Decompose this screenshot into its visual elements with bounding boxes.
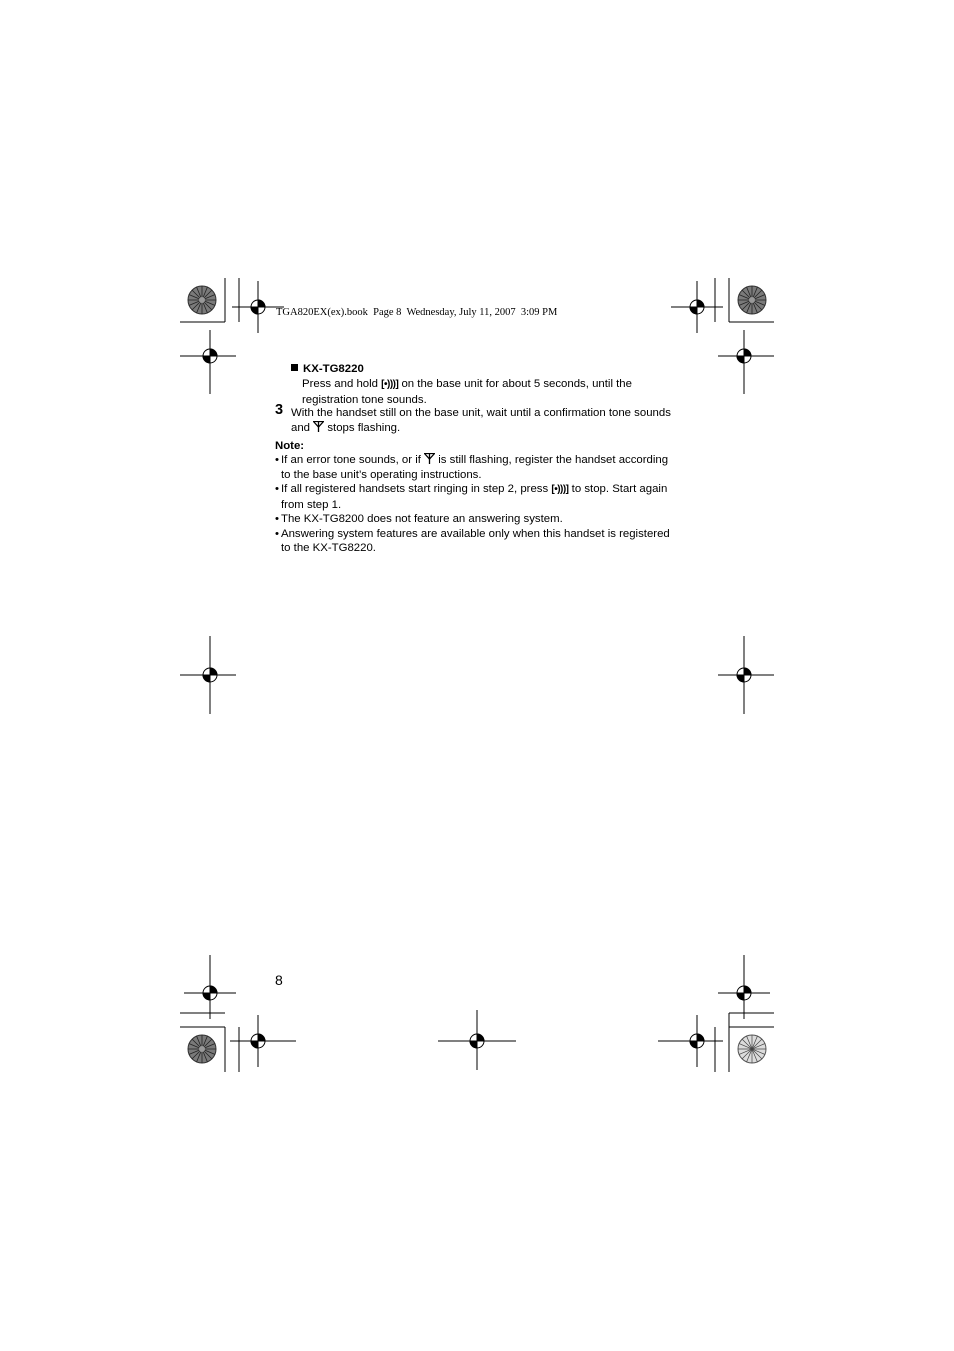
page-number: 8 [275,972,283,988]
instruction-text: Press and hold [302,378,382,390]
step-text-line: With the handset still on the base unit, wait until a confirmation tone sounds [291,407,671,419]
note-text: to stop. Start again [568,483,668,495]
color-wheel-icon [188,286,216,314]
note-text: The KX-TG8200 does not feature an answering system. [281,513,563,525]
note-text: from step 1. [281,498,342,511]
note-item [275,482,685,512]
note-item [275,512,685,527]
bullet: • [275,483,279,495]
intercom-key-icon: [•)))] [381,379,399,390]
color-wheel-icon [738,286,766,314]
note-text: If an error tone sounds, or if [281,454,425,466]
step-text-line: and [291,421,314,434]
bullet: • [275,527,279,540]
antenna-icon [424,453,435,464]
color-wheel-icon [188,1035,216,1063]
square-bullet-icon [291,364,298,371]
section-heading [291,362,364,377]
note-text: If all registered handsets start ringing in step 2, press [281,483,552,495]
bullet: • [275,513,279,525]
note-text: to the KX-TG8220. [281,542,376,554]
note-item [275,453,685,482]
intercom-key-icon: [•)))] [551,484,569,495]
note-list [275,453,685,556]
note-text: Answering system features are available only when this handset is registered [281,527,670,540]
instruction-text: on the base unit for about 5 seconds, until the [398,378,632,390]
color-wheel-icon [738,1035,766,1063]
instruction-text: registration tone sounds. [302,393,427,406]
step-number: 3 [275,402,284,418]
step-text [291,406,686,435]
section-instruction [302,377,687,407]
note-text: is still flashing, register the handset according [435,454,669,466]
section-heading-text: KX-TG8220 [303,363,364,375]
file-header: TGA820EX(ex).book Page 8 Wednesday, July 11, 2007 3:09 PM [276,307,558,318]
note-item [275,527,685,556]
bullet: • [275,454,279,466]
antenna-icon [313,421,324,432]
note-text: to the base unit’s operating instructions. [281,468,482,481]
step-text-line: stops flashing. [324,421,401,434]
note-title: Note: [275,440,305,452]
